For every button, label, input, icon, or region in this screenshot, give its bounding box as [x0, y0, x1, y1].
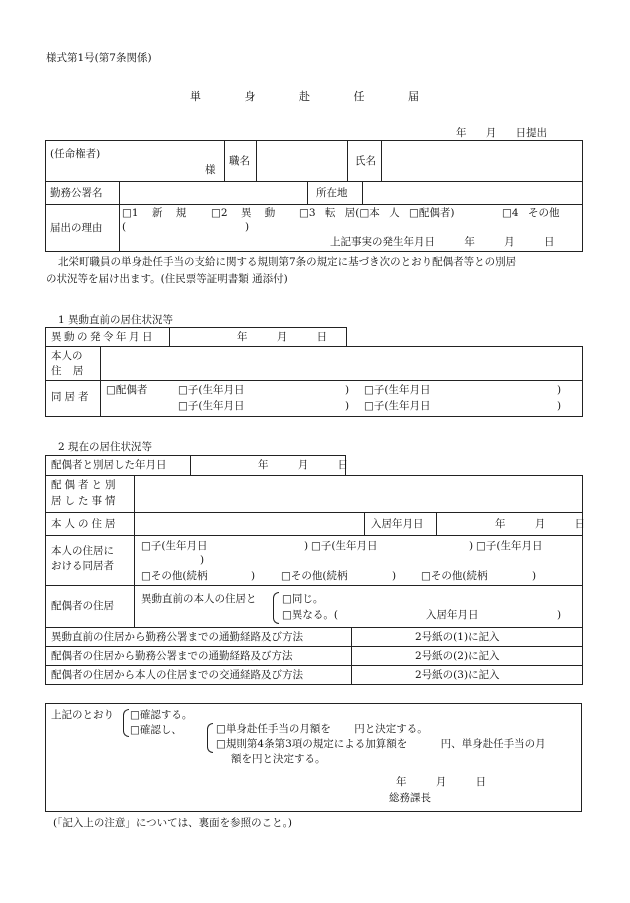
s1-spouse-checkbox[interactable]: □配偶者: [106, 384, 148, 396]
s2-cohab-label-2: おける同居者: [51, 560, 114, 572]
intro-line-2: の状況等を届け出ます。(住民票等証明書類 通添付): [46, 273, 288, 285]
spouse-residence-text: 異動直前の本人の住居と: [141, 593, 257, 605]
route-row-value: 2号紙の(2)に記入: [415, 650, 500, 662]
s2-other-checkbox[interactable]: □その他(続柄: [281, 570, 348, 582]
s1-residence-label-1: 本人の: [51, 350, 83, 362]
s1-residence-field[interactable]: [104, 352, 578, 376]
s2-close-paren: ): [392, 570, 397, 582]
reason-option-other[interactable]: □4 その他: [502, 207, 560, 219]
s1-child-checkbox[interactable]: □子(生年月日: [178, 384, 245, 396]
spouse-residence-brace: [273, 592, 279, 624]
location-label: 所在地: [316, 187, 348, 199]
differ-checkbox[interactable]: □異なる。(: [282, 609, 339, 621]
s2-close-paren: ): [469, 540, 474, 552]
confirm-checkbox[interactable]: □確認する。: [130, 709, 193, 721]
s1-close-paren: ): [345, 400, 350, 412]
transfer-date-value: 年 月 日: [237, 331, 328, 343]
s2-other-checkbox[interactable]: □その他(続柄: [421, 570, 488, 582]
s2-close-paren: ): [304, 540, 309, 552]
s2-child-checkbox[interactable]: □子(生年月日: [141, 540, 208, 552]
location-field[interactable]: [365, 186, 579, 202]
separation-reason-label-1: 配偶者と別: [51, 479, 119, 491]
occurrence-date: 上記事実の発生年月日 年 月 日: [330, 236, 555, 248]
office-label: 勤務公署名: [50, 187, 103, 199]
s1-close-paren: ): [345, 384, 350, 396]
reason-option-move[interactable]: □3 転 居(□本 人 □配偶者): [299, 207, 455, 219]
section1-heading: 1 異動直前の居住状況等: [58, 314, 174, 326]
authority-label: (任命権者): [50, 148, 101, 160]
s1-residence-label-2: 住 居: [51, 365, 84, 377]
s2-cohab-label-1: 本人の住居に: [51, 545, 114, 557]
separation-date-label: 配偶者と別居した年月日: [51, 459, 167, 471]
s2-close-paren: ): [532, 570, 537, 582]
name-label: 氏名: [355, 155, 376, 167]
section2-heading: 2 現在の居住状況等: [58, 441, 153, 453]
s2-close-paren: ): [200, 554, 205, 566]
s1-close-paren: ): [557, 384, 562, 396]
differ-close-paren: ): [557, 609, 562, 621]
amount-brace: [207, 723, 213, 753]
footnote: (「記入上の注意」については、裏面を参照のこと。): [53, 817, 292, 829]
s2-move-in-label: 入居年月日: [371, 518, 424, 530]
additional-amount-checkbox[interactable]: □規則第4条第3項の規定による加算額を 円、単身赴任手当の月: [216, 738, 546, 750]
intro-line-1: 北栄町職員の単身赴任手当の支給に関する規則第7条の規定に基づき次のとおり配偶者等との別居: [58, 256, 517, 268]
s2-other-checkbox[interactable]: □その他(続柄: [141, 570, 208, 582]
s2-close-paren: ): [251, 570, 256, 582]
approval-date: 年 月 日: [396, 776, 487, 788]
other-paren-open: (: [122, 221, 127, 233]
submission-date: 年 月 日提出: [456, 127, 548, 139]
monthly-amount-checkbox[interactable]: □単身赴任手当の月額を 円と決定する。: [216, 723, 428, 735]
approval-brace: [123, 709, 129, 737]
s1-child-checkbox[interactable]: □子(生年月日: [364, 400, 431, 412]
differ-move-in-label: 入居年月日: [426, 609, 479, 621]
page-title: 単 身 赴 任 届: [190, 90, 419, 103]
transfer-date-label: 異動の発令年月日: [51, 331, 155, 343]
s2-residence-field[interactable]: [138, 516, 360, 532]
route-row-value: 2号紙の(1)に記入: [415, 631, 500, 643]
form-number: 様式第1号(第7条関係): [46, 52, 152, 64]
approval-signer: 総務課長: [389, 792, 431, 804]
position-label: 職名: [229, 155, 250, 167]
route-row-label: 異動直前の住居から勤務公署までの通勤経路及び方法: [51, 631, 303, 643]
route-row-label: 配偶者の住居から勤務公署までの通勤経路及び方法: [51, 650, 293, 662]
spouse-residence-label: 配偶者の住居: [51, 600, 114, 612]
route-row-label: 配偶者の住居から本人の住居までの交通経路及び方法: [51, 669, 303, 681]
position-field[interactable]: [258, 146, 344, 176]
sama-label: 様: [205, 164, 216, 176]
s1-close-paren: ): [557, 400, 562, 412]
approval-lead: 上記のとおり: [51, 709, 114, 721]
other-paren-close: ): [245, 221, 250, 233]
name-field[interactable]: [384, 146, 579, 176]
reason-label: 届出の理由: [50, 222, 103, 234]
s2-child-checkbox[interactable]: □子(生年月日: [311, 540, 378, 552]
s2-residence-label: 本人の住居: [51, 518, 119, 530]
reason-option-new[interactable]: □1 新 規: [122, 207, 187, 219]
confirm-and-checkbox[interactable]: □確認し、: [130, 724, 182, 736]
separation-date-value: 年 月 日: [258, 459, 349, 471]
s2-move-in-value: 年 月 日: [495, 518, 586, 530]
same-checkbox[interactable]: □同じ。: [282, 593, 324, 605]
s1-child-checkbox[interactable]: □子(生年月日: [178, 400, 245, 412]
additional-amount-cont: 額を円と決定する。: [231, 753, 326, 765]
s2-child-checkbox[interactable]: □子(生年月日: [476, 540, 543, 552]
separation-reason-label-2: 居した事情: [51, 495, 119, 507]
s1-child-checkbox[interactable]: □子(生年月日: [364, 384, 431, 396]
office-field[interactable]: [122, 186, 304, 202]
reason-option-transfer[interactable]: □2 異 動: [211, 207, 276, 219]
separation-reason-field[interactable]: [138, 480, 578, 508]
s1-cohabitant-label: 同居者: [51, 391, 92, 403]
route-row-value: 2号紙の(3)に記入: [415, 669, 500, 681]
